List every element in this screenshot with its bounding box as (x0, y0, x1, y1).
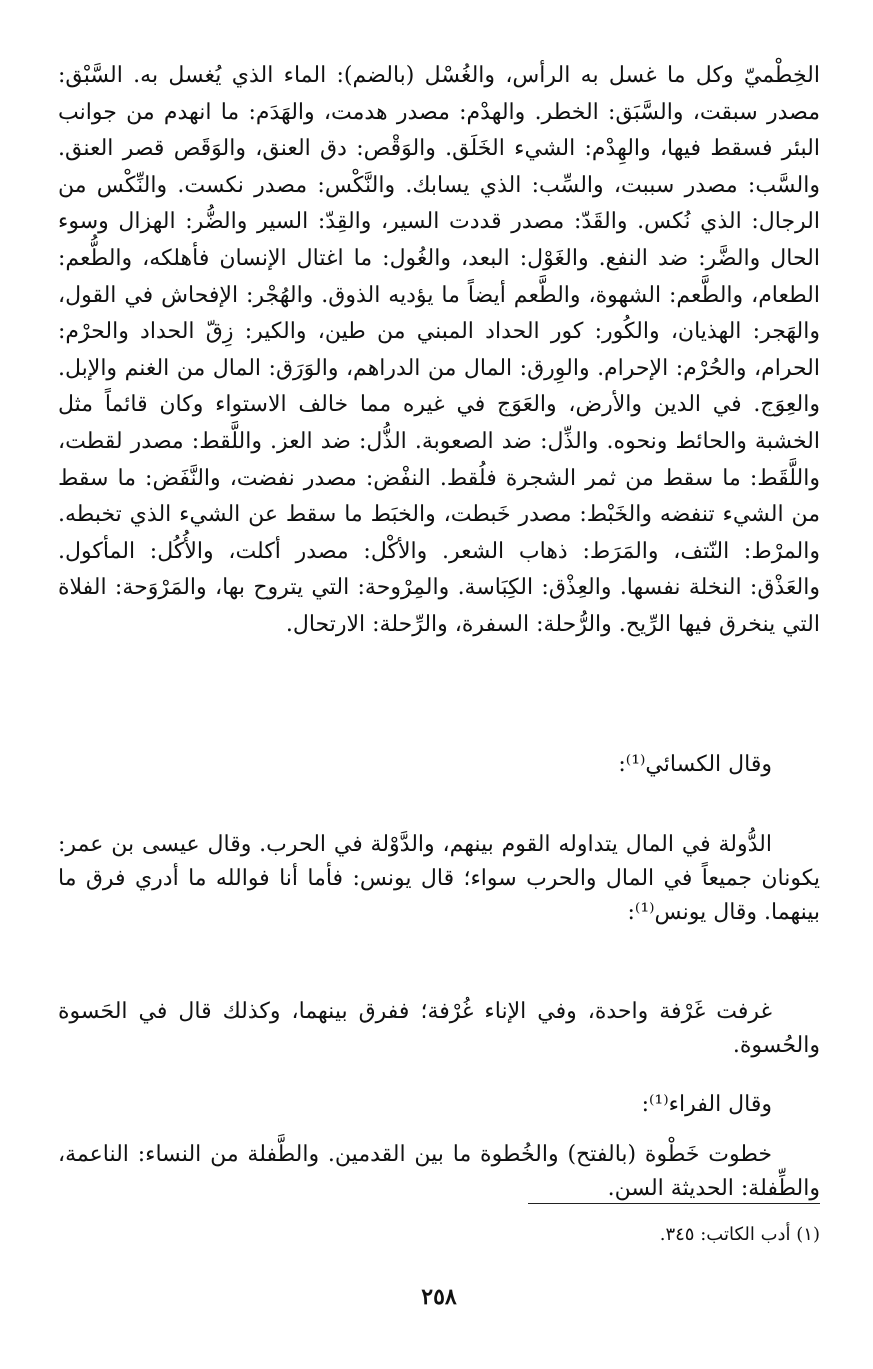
dawla-paragraph: الدُّولة في المال يتداوله القوم بينهم، والدَّوْلة في الحرب. وقال عيسى بن عمر: يكونان جميعاً في المال والحرب سواء؛ قال يونس: فأما أنا فوالله ما أدري فرق ما بينهما. وقال يونس⁽¹⁾: (58, 832, 820, 925)
farra-heading: وقال الفراء⁽¹⁾: (641, 1092, 772, 1117)
main-paragraph: الخِطْميّ وكل ما غسل به الرأس، والغُسْل (بالضم): الماء الذي يُغسل به. السَّبْق: مصدر سبقت، والسَّبَق: الخطر. والهدْم: مصدر هدمت، والهَدَم: ما انهدم من جوانب البئر فسقط فيها، والهِدْم: الشيء الخَلَق. والوَقْص: دق العنق، والوَقَص قصر العنق. والسَّب: مصدر سببت، والسِّب: الذي يسابك. والنَّكْس: مصدر نكست. والنِّكْس من الرجال: الذي نُكس. والقَدّ: مصدر قددت السير، والقِدّ: السير والضُّر: الهزال وسوء الحال والضَّر: ضد النفع. والغَوْل: البعد، والغُول: ما اغتال الإنسان فأهلكه، والطُّعم: الطعام، والطَّعم: الشهوة، والطَّعم أيضاً ما يؤديه الذوق. والهُجْر: الإفحاش في القول، والهَجر: الهذيان، والكُور: كور الحداد المبني من طين، والكير: زِقّ الحداد والحرْم: الحرام، والحُرْم: الإحرام. والوِرق: المال من الدراهم، والوَرَق: المال من الغنم والإبل. والعِوَج. في الدين والأرض، والعَوَج في غيره مما خالف الاستواء وكان قائماً مثل الخشبة والحائط ونحوه. والذِّل: ضد الصعوبة. الذُّل: ضد العز. واللَّقط: مصدر لقطت، واللَّقَط: ما سقط من ثمر الشجرة فلُقط. النفْض: مصدر نفضت، والنَّفَض: ما سقط من الشيء تنفضه والخَبْط: مصدر خَبطت، والخبَط ما سقط عن الشيء الذي تخبطه. والمرْط: النّتف، والمَرَط: ذهاب الشعر. والأكْل: مصدر أكلت، والأُكُل: المأكول. والعَذْق: النخلة نفسها. والعِذْق: الكِبَاسة. والمِرْوحة: التي يتروح بها، والمَرْوَحة: الفلاة التي ينخرق فيها الرِّيح. والرُّحلة: السفرة، والرِّحلة: الارتحال. (58, 63, 820, 637)
book-page (58, 40, 820, 1340)
kisai-heading: وقال الكسائي⁽¹⁾: (618, 752, 772, 777)
khatwa-paragraph: خطوت خَطْوة (بالفتح) والخُطوة ما بين القدمين. والطَّفلة من النساء: الناعمة، والطِّفلة: الحديثة السن. (58, 1142, 820, 1201)
footnote: (١) أدب الكاتب: ٣٤٥. (659, 1224, 820, 1245)
ghurfa-paragraph: غرفت غَرْفة واحدة، وفي الإناء غُرْفة؛ ففرق بينهما، وكذلك قال في الحَسوة والحُسوة. (58, 999, 820, 1058)
page-number: ٢٥٨ (421, 1284, 457, 1310)
footnote-divider (528, 1203, 820, 1204)
